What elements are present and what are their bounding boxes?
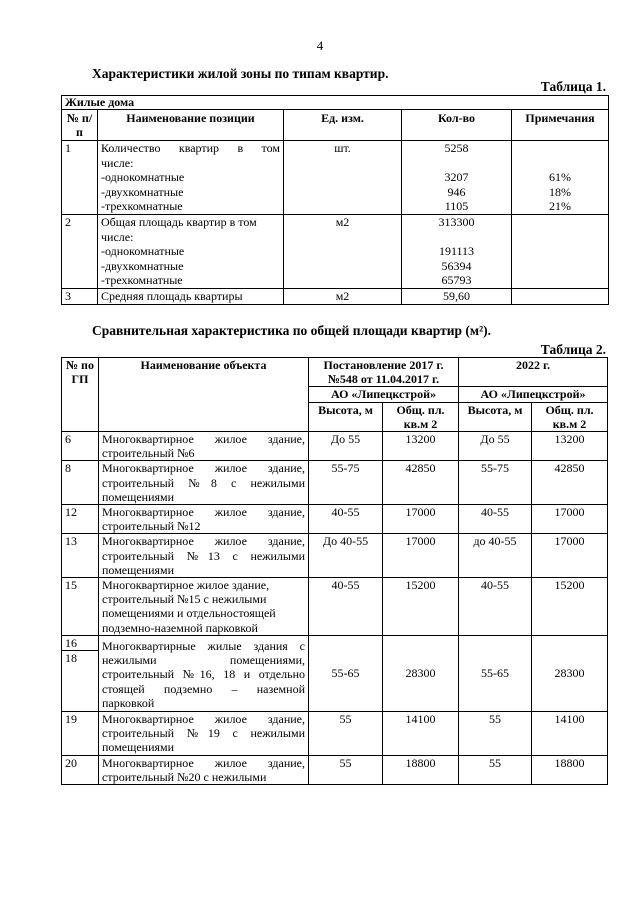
table2-cell-name: Многоквартирное жилое здание, строительный №19 с нежилыми помещениями	[99, 712, 309, 756]
table2-header-row	[62, 358, 608, 387]
table2-cell-h1: 55-65	[309, 635, 383, 711]
table-row	[62, 635, 608, 650]
table2-cell-h2: 55	[459, 755, 532, 784]
table2-cell-h1: До 40-55	[309, 534, 383, 578]
table1-header-num: № п/п	[62, 110, 98, 141]
table2-cell-name: Многоквартирное жилое здание, строительный №6	[99, 432, 309, 461]
table1-header-name: Наименование позиции	[98, 110, 284, 141]
table1-cell-unit: м2	[284, 214, 402, 288]
table2-cell-h1: 55	[309, 712, 383, 756]
table2-cell-name: Многоквартирное жилое здание, строительный №12	[99, 505, 309, 534]
table2-header-area2: Общ. пл. кв.м 2	[532, 402, 608, 431]
table2-cell-a1: 28300	[383, 635, 459, 711]
table1-cell-name: Количество квартир в том числе: -однокомнатные -двухкомнатные -трехкомнатные	[98, 141, 284, 215]
table-row	[62, 432, 608, 461]
table2-cell-name: Многоквартирное жилое здание, строительный №8 с нежилыми помещениями	[99, 461, 309, 505]
table2-cell-h2: 55-65	[459, 635, 532, 711]
table2-cell-h2: До 55	[459, 432, 532, 461]
table1-header-notes: Примечания	[512, 110, 609, 141]
table1-cell-name: Средняя площадь квартиры	[98, 288, 284, 304]
table2-cell-h2: 40-55	[459, 505, 532, 534]
table2-cell-a2: 14100	[532, 712, 608, 756]
table2-cell-h1: 55-75	[309, 461, 383, 505]
table2-cell-num: 8	[62, 461, 99, 505]
table2-cell-name: Многоквартирное жилое здание, строительный №13 с нежилыми помещениями	[99, 534, 309, 578]
table2-header-area1: Общ. пл. кв.м 2	[383, 402, 459, 431]
table1-header-qty: Кол-во	[402, 110, 512, 141]
table2-header-year: 2022 г.	[459, 358, 608, 387]
table1-cell-name: Общая площадь квартир в том числе: -однокомнатные -двухкомнатные -трехкомнатные	[98, 214, 284, 288]
table2-header-decree: Постановление 2017 г. №548 от 11.04.2017 г.	[309, 358, 459, 387]
table2-cell-h2: 40-55	[459, 578, 532, 636]
table1-cell-notes	[512, 288, 609, 304]
table-row	[62, 534, 608, 578]
table2-cell-h2: 55-75	[459, 461, 532, 505]
table1-header-row	[62, 110, 609, 141]
table2-cell-a1: 13200	[383, 432, 459, 461]
table1-cell-num: 1	[62, 141, 98, 215]
table2-cell-a1: 15200	[383, 578, 459, 636]
table2-cell-num: 13	[62, 534, 99, 578]
table1-header-unit: Ед. изм.	[284, 110, 402, 141]
table1-title: Характеристики жилой зоны по типам квартир.	[92, 66, 389, 81]
table1	[61, 95, 609, 305]
table2-cell-num: 18	[62, 651, 99, 712]
table-row	[62, 755, 608, 784]
table-row	[62, 461, 608, 505]
table1-label: Таблица 1.	[540, 79, 606, 94]
table2-cell-num: 6	[62, 432, 99, 461]
table-row	[62, 712, 608, 756]
table1-cell-qty: 5258 3207 946 1105	[402, 141, 512, 215]
table1-group-header-row	[62, 96, 609, 110]
table1-row	[62, 214, 609, 288]
table1-cell-qty: 59,60	[402, 288, 512, 304]
table2-header-height1: Высота, м	[309, 402, 383, 431]
table2-cell-num: 15	[62, 578, 99, 636]
table2-header-num: № по ГП	[62, 358, 99, 432]
table2-cell-h2: 55	[459, 712, 532, 756]
table2	[61, 357, 608, 785]
table2-cell-a2: 18800	[532, 755, 608, 784]
table2-cell-a1: 14100	[383, 712, 459, 756]
page-number: 4	[316, 38, 324, 53]
table2-cell-a2: 17000	[532, 534, 608, 578]
table2-cell-h2: до 40-55	[459, 534, 532, 578]
table2-label: Таблица 2.	[540, 342, 606, 357]
table-row	[62, 505, 608, 534]
table1-cell-unit: шт.	[284, 141, 402, 215]
table2-cell-num: 12	[62, 505, 99, 534]
table2-cell-num: 19	[62, 712, 99, 756]
table2-cell-h1: 55	[309, 755, 383, 784]
table2-cell-name: Многоквартирные жилые здания с нежилыми помещениями, строительный №16, 18 и отдельно стоящей подземно – наземной парковкой	[99, 635, 309, 711]
table1-cell-unit: м2	[284, 288, 402, 304]
table2-cell-a1: 17000	[383, 534, 459, 578]
table2-cell-a2: 42850	[532, 461, 608, 505]
table2-header-org2: АО «Липецкстрой»	[459, 387, 608, 402]
table2-cell-h1: 40-55	[309, 505, 383, 534]
table-row	[62, 578, 608, 636]
table2-header-height2: Высота, м	[459, 402, 532, 431]
table1-cell-notes	[512, 214, 609, 288]
table1-cell-notes: 61% 18% 21%	[512, 141, 609, 215]
table2-cell-num: 20	[62, 755, 99, 784]
table1-group-header: Жилые дома	[62, 96, 609, 110]
table2-cell-a2: 17000	[532, 505, 608, 534]
table1-cell-num: 2	[62, 214, 98, 288]
table1-row	[62, 288, 609, 304]
table2-cell-a1: 18800	[383, 755, 459, 784]
table2-cell-num: 16	[62, 635, 99, 650]
table2-cell-h1: До 55	[309, 432, 383, 461]
table2-cell-a2: 15200	[532, 578, 608, 636]
table1-cell-qty: 313300 191113 56394 65793	[402, 214, 512, 288]
table2-cell-a2: 28300	[532, 635, 608, 711]
table2-header-org1: АО «Липецкстрой»	[309, 387, 459, 402]
table2-title: Сравнительная характеристика по общей площади квартир (м²).	[92, 323, 491, 338]
table2-cell-a1: 42850	[383, 461, 459, 505]
table2-cell-h1: 40-55	[309, 578, 383, 636]
table1-cell-num: 3	[62, 288, 98, 304]
table2-cell-a2: 13200	[532, 432, 608, 461]
table2-cell-name: Многоквартирное жилое здание, строительный №20 с нежилыми	[99, 755, 309, 784]
table2-cell-name: Многоквартирное жилое здание, строительный №15 с нежилыми помещениями и отдельностоящей подземно-наземной парковкой	[99, 578, 309, 636]
table2-cell-a1: 17000	[383, 505, 459, 534]
table1-row	[62, 141, 609, 215]
table2-header-name: Наименование объекта	[99, 358, 309, 432]
